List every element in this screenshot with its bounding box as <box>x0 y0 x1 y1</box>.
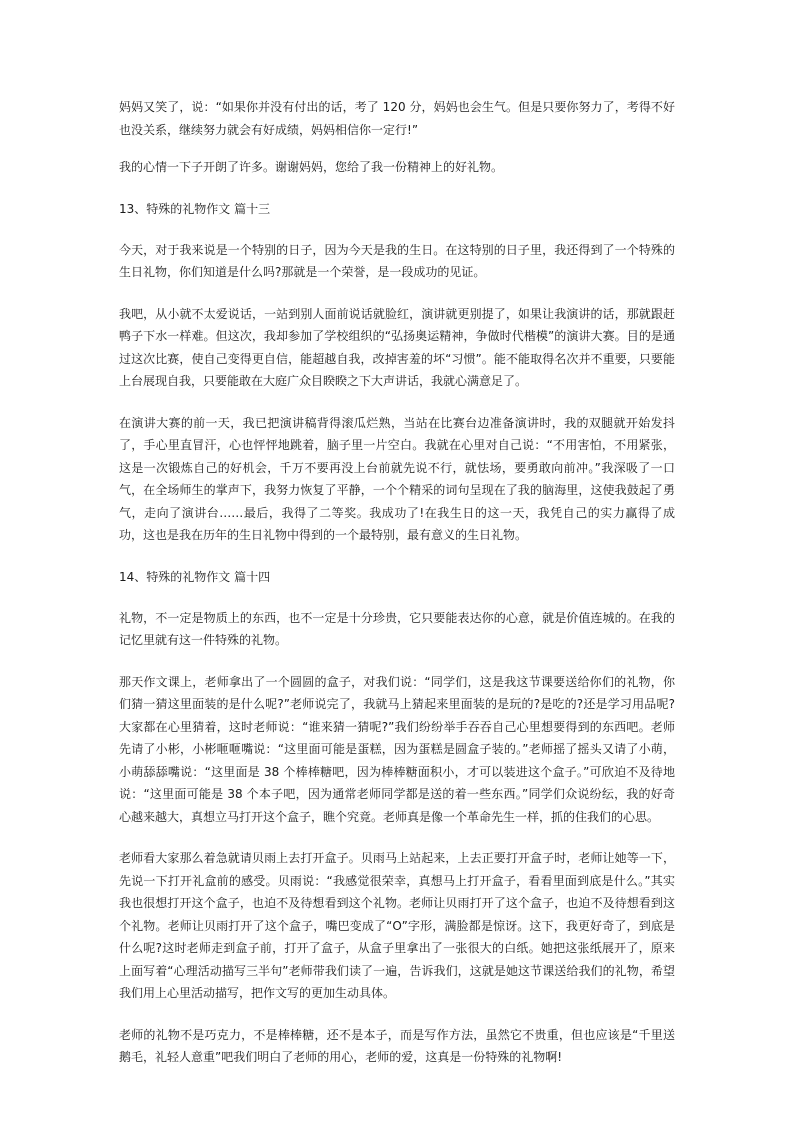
paragraph-round-box: 那天作文课上，老师拿出了一个圆圆的盒子，对我们说：“同学们，这是我这节课要送给你们的礼物，你们猜一猜这里面装的是什么呢?”老师说完了，我就马上猜起来里面装的是玩的?是吃的?还是学习用品呢?大家都在心里猜着，这时老师说：“谁来猜一猜呢?”我们纷纷举手吞吞自己心里想要得到的东西吧。老师先请了小彬，小彬咂咂嘴说：“这里面可能是蛋糕，因为蛋糕是圆盒子装的。”老师摇了摇头又请了小萌，小萌舔舔嘴说：“这里面是 38 个棒棒糖吧，因为棒棒糖面积小，才可以装进这个盒子。”可欣迫不及待地说：“这里面可能是 38 个本子吧，因为通常老师同学都是送的着一些东西。”同学们众说纷纭，我的好奇心越来越大，真想立马打开这个盒子，瞧个究竟。老师真是像一个革命先生一样，抓的住我们的心思。 <box>119 674 675 824</box>
paragraph-mom-response: 妈妈又笑了，说：“如果你并没有付出的话，考了 120 分，妈妈也会生气。但是只要你努力了，考得不好也没关系，继续努力就会有好成绩，妈妈相信你一定行!” <box>119 100 675 137</box>
paragraph-speech-contest: 我吧，从小就不太爱说话，一站到别人面前说话就脸红，演讲就更别提了，如果让我演讲的话，那就跟赶鸭子下水一样难。但这次，我却参加了学校组织的“弘扬奥运精神，争做时代楷模”的演讲大赛。目的是通过这次比赛，使自己变得更自信，能超越自我，改掉害羞的坏“习惯”。能不能取得名次并不重要，只要能上台展现自我，只要能敢在大庭广众目睽睽之下大声讲话，我就心满意足了。 <box>119 306 675 388</box>
document-page <box>119 96 675 1069</box>
paragraph-contest-day: 在演讲大赛的前一天，我已把演讲稿背得滚瓜烂熟，当站在比赛台边准备演讲时，我的双腿就开始发抖了，手心里直冒汗，心也怦怦地跳着，脑子里一片空白。我就在心里对自己说：“不用害怕，不用紧张，这是一次锻炼自己的好机会，千万不要再没上台前就先说不行，就怯场，要勇敢向前冲。”我深吸了一口气，在全场师生的掌声下，我努力恢复了平静，一个个精采的词句呈现在了我的脑海里，这使我鼓起了勇气，走向了演讲台……最后，我得了二等奖。我成功了!在我生日的这一天，我凭自己的实力赢得了成功，这也是我在历年的生日礼物中得到的一个最特别，最有意义的生日礼物。 <box>119 415 675 542</box>
paragraph-opening-box: 老师看大家那么着急就请贝雨上去打开盒子。贝雨马上站起来，上去正要打开盒子时，老师让她等一下，先说一下打开礼盒前的感受。贝雨说：“我感觉很荣幸，真想马上打开盒子，看看里面到底是什么。”其实我也很想打开这个盒子，也迫不及待想看到这个礼物。老师让贝雨打开了这个盒子，也迫不及待想看到这个礼物。老师让贝雨打开了这个盒子，嘴巴变成了“O”字形，满脸都是惊讶。这下，我更好奇了，到底是什么呢?这时老师走到盒子前，打开了盒子，从盒子里拿出了一张很大的白纸。她把这张纸展开了，原来上面写着“心理活动描写三半句”老师带我们读了一遍，告诉我们，这就是她这节课送给我们的礼物，希望我们用上心里活动描写，把作文写的更加生动具体。 <box>119 851 675 1000</box>
paragraph-gratitude: 我的心情一下子开朗了许多。谢谢妈妈，您给了我一份精神上的好礼物。 <box>119 160 504 174</box>
paragraph-conclusion: 老师的礼物不是巧克力，不是棒棒糖，还不是本子，而是写作方法，虽然它不贵重，但也应该是“千里送鹅毛，礼轻人意重”吧我们明白了老师的用心，老师的爱，这真是一份特殊的礼物啊! <box>119 1027 675 1064</box>
paragraph-gift-meaning: 礼物，不一定是物质上的东西，也不一定是十分珍贵，它只要能表达你的心意，就是价值连城的。在我的记忆里就有这一件特殊的礼物。 <box>119 610 675 647</box>
paragraph-birthday-intro: 今天，对于我来说是一个特别的日子，因为今天是我的生日。在这特别的日子里，我还得到了一个特殊的生日礼物，你们知道是什么吗?那就是一个荣誉，是一段成功的见证。 <box>119 242 675 279</box>
section-heading-14: 14、特殊的礼物作文 篇十四 <box>119 569 271 584</box>
section-heading-13: 13、特殊的礼物作文 篇十三 <box>119 201 271 216</box>
